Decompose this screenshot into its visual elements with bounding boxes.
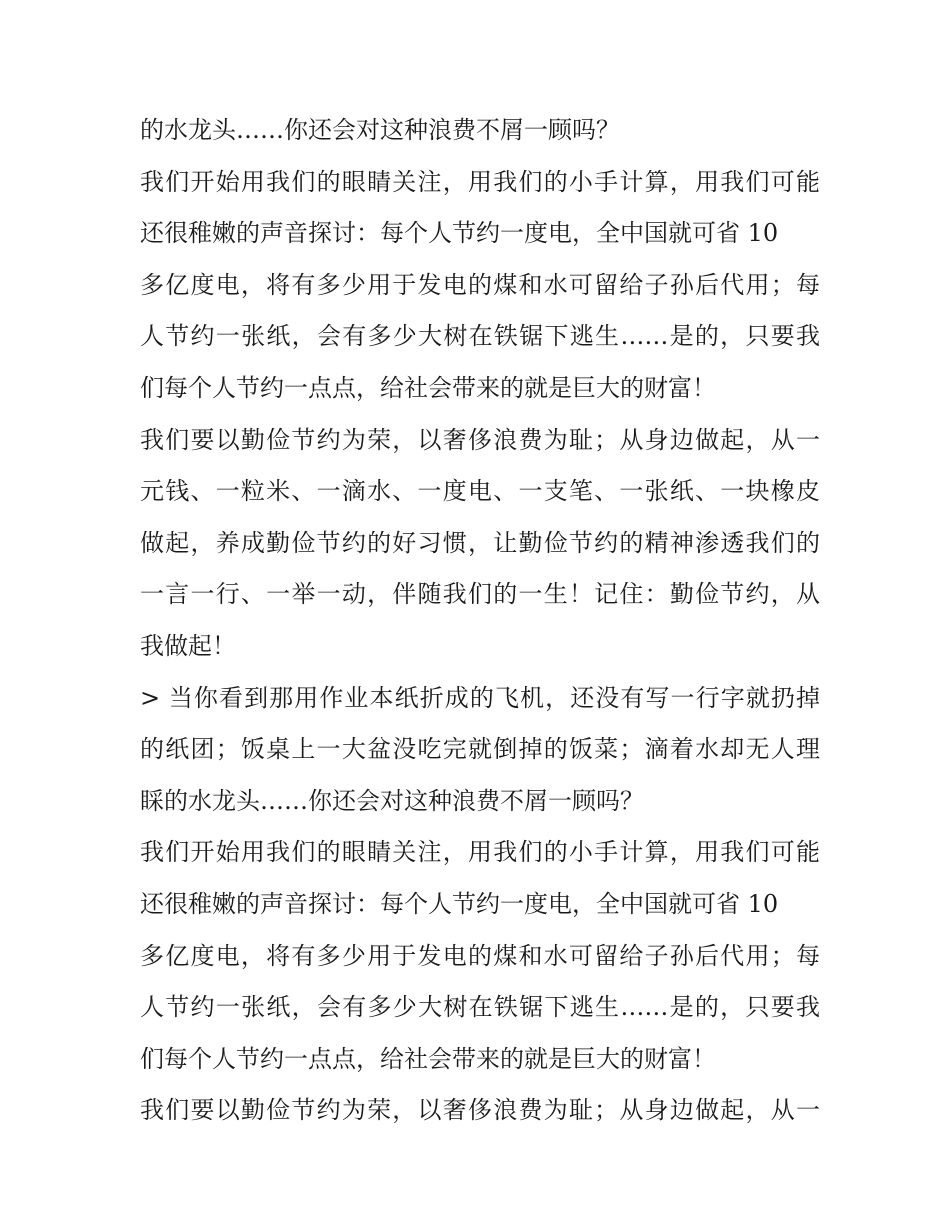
- text-line: 还很稚嫩的声音探讨：每个人节约一度电，全中国就可省 10: [140, 219, 779, 248]
- text-line: 一言一行、一举一动，伴随我们的一生！记住：勤俭节约，从: [140, 580, 820, 609]
- text-line: 们每个人节约一点点，给社会带来的就是巨大的财富！: [140, 373, 716, 402]
- text-line: 元钱、一粒米、一滴水、一度电、一支笔、一张纸、一块橡皮: [140, 477, 820, 506]
- text-line: 的纸团；饭桌上一大盆没吃完就倒掉的饭菜；滴着水却无人理: [140, 735, 820, 764]
- document-body: [140, 105, 820, 1137]
- text-line: 多亿度电，将有多少用于发电的煤和水可留给子孙后代用；每: [140, 270, 820, 299]
- text-line: 们每个人节约一点点，给社会带来的就是巨大的财富！: [140, 1044, 716, 1073]
- text-line: 人节约一张纸，会有多少大树在铁锯下逃生……是的，只要我: [140, 322, 820, 351]
- text-line: 的水龙头……你还会对这种浪费不屑一顾吗？: [140, 116, 620, 144]
- text-line: > 当你看到那用作业本纸折成的飞机，还没有写一行字就扔掉: [140, 683, 820, 712]
- text-line: 我们要以勤俭节约为荣，以奢侈浪费为耻；从身边做起，从一: [140, 1096, 820, 1125]
- text-line: 我们开始用我们的眼睛关注，用我们的小手计算，用我们可能: [140, 167, 820, 196]
- text-line: 睬的水龙头……你还会对这种浪费不屑一顾吗？: [140, 786, 644, 815]
- text-line: 我们开始用我们的眼睛关注，用我们的小手计算，用我们可能: [140, 838, 820, 867]
- text-line: 我做起！: [140, 631, 236, 660]
- text-line: 做起，养成勤俭节约的好习惯，让勤俭节约的精神渗透我们的: [140, 528, 820, 557]
- text-line: 还很稚嫩的声音探讨：每个人节约一度电，全中国就可省 10: [140, 889, 779, 918]
- text-line: 多亿度电，将有多少用于发电的煤和水可留给子孙后代用；每: [140, 941, 820, 970]
- text-line: 人节约一张纸，会有多少大树在铁锯下逃生……是的，只要我: [140, 993, 820, 1022]
- text-line: 我们要以勤俭节约为荣，以奢侈浪费为耻；从身边做起，从一: [140, 425, 820, 454]
